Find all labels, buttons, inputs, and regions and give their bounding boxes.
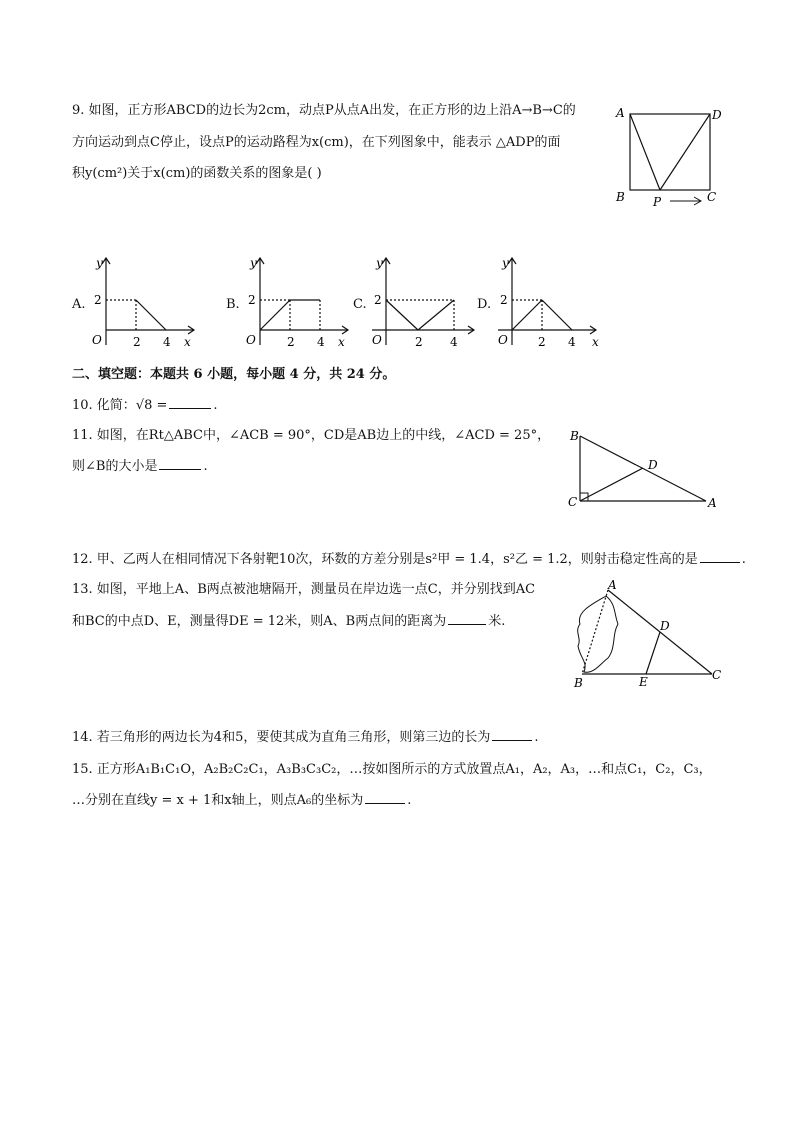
svg-text:4: 4 <box>317 335 325 349</box>
svg-text:2: 2 <box>500 293 508 307</box>
q13-line-1: 13. 如图，平地上A、B两点被池塘隔开，测量员在岸边选一点C，并分别找到AC <box>72 582 536 597</box>
svg-text:y: y <box>376 256 383 270</box>
q9-label-P: P <box>653 195 662 209</box>
q15-answer-blank[interactable] <box>365 791 405 804</box>
q12-line: 12. 甲、乙两人在相同情况下各射靶10次，环数的方差分别是s²甲 = 1.4，s²乙 = 1.2，则射击稳定性高的是 . <box>72 552 746 567</box>
q11-triangle-figure <box>560 424 730 514</box>
q9-option-c-graph[interactable] <box>366 250 476 350</box>
svg-text:x: x <box>592 335 599 349</box>
svg-text:C: C <box>712 668 722 682</box>
svg-text:2: 2 <box>94 293 102 307</box>
svg-text:y: y <box>502 256 509 270</box>
q9-label-B: B <box>616 190 625 204</box>
svg-text:2: 2 <box>415 335 423 349</box>
svg-text:4: 4 <box>568 335 576 349</box>
svg-text:E: E <box>639 675 648 689</box>
svg-text:O: O <box>372 333 382 347</box>
svg-text:2: 2 <box>248 293 256 307</box>
q9-option-d-label[interactable]: D. <box>477 297 492 312</box>
svg-text:A: A <box>708 496 717 510</box>
q9-option-b-label[interactable]: B. <box>226 297 240 312</box>
svg-text:2: 2 <box>133 335 141 349</box>
svg-text:O: O <box>92 333 102 347</box>
q11-line-1: 11. 如图，在Rt△ABC中，∠ACB = 90°，CD是AB边上的中线，∠ACD = 25°， <box>72 428 551 443</box>
svg-text:x: x <box>338 335 345 349</box>
svg-text:A: A <box>608 578 617 592</box>
q9-line-3: 积y(cm²)关于x(cm)的函数关系的图象是( ) <box>72 166 322 181</box>
q14-answer-blank[interactable] <box>492 728 532 741</box>
q15-line-1: 15. 正方形A₁B₁C₁O，A₂B₂C₂C₁，A₃B₃C₃C₂，…按如图所示的方式放置点A₁，A₂，A₃，…和点C₁，C₂，C₃， <box>72 762 712 777</box>
q9-label-A: A <box>616 106 625 120</box>
q14-line: 14. 若三角形的两边长为4和5，要使其成为直角三角形，则第三边的长为 . <box>72 730 539 745</box>
q15-line-2: …分别在直线y = x + 1和x轴上，则点A₆的坐标为 . <box>72 793 412 808</box>
svg-text:B: B <box>570 429 579 443</box>
svg-text:O: O <box>246 333 256 347</box>
svg-text:2: 2 <box>287 335 295 349</box>
svg-text:2: 2 <box>374 293 382 307</box>
q13-line-2: 和BC的中点D、E，测量得DE = 12米，则A、B两点间的距离为 米. <box>72 614 506 629</box>
svg-text:4: 4 <box>450 335 458 349</box>
q9-label-D: D <box>712 108 722 122</box>
svg-text:B: B <box>574 676 583 690</box>
svg-text:4: 4 <box>163 335 171 349</box>
svg-text:D: D <box>648 458 658 472</box>
q9-line-1: 9. 如图，正方形ABCD的边长为2cm，动点P从点A出发，在正方形的边上沿A→B→C的 <box>72 103 576 118</box>
q9-option-a-label[interactable]: A. <box>72 297 86 312</box>
q9-option-a-graph[interactable] <box>86 250 196 350</box>
svg-text:y: y <box>250 256 257 270</box>
q11-answer-blank[interactable] <box>159 457 201 470</box>
svg-text:x: x <box>184 335 191 349</box>
q10-answer-blank[interactable] <box>169 396 211 409</box>
svg-text:C: C <box>568 495 578 509</box>
q9-square-figure <box>608 100 728 212</box>
q9-option-d-graph[interactable] <box>492 250 604 350</box>
q9-label-C: C <box>707 190 717 204</box>
section-heading: 二、填空题：本题共 6 小题，每小题 4 分，共 24 分。 <box>72 367 396 382</box>
svg-text:y: y <box>96 256 103 270</box>
q13-pond-figure <box>562 578 732 692</box>
q9-option-c-label[interactable]: C. <box>353 297 367 312</box>
q9-option-b-graph[interactable] <box>240 250 350 350</box>
svg-text:D: D <box>660 619 670 633</box>
q11-line-2: 则∠B的大小是 . <box>72 459 208 474</box>
q9-line-2: 方向运动到点C停止，设点P的运动路程为x(cm)，在下列图象中，能表示 △ADP的面 <box>72 135 561 150</box>
q10-line: 10. 化简：√8 = . <box>72 398 218 413</box>
q12-answer-blank[interactable] <box>700 550 740 563</box>
svg-text:2: 2 <box>538 335 546 349</box>
pond-outline <box>578 596 618 672</box>
q13-answer-blank[interactable] <box>448 612 486 625</box>
svg-text:O: O <box>498 333 508 347</box>
